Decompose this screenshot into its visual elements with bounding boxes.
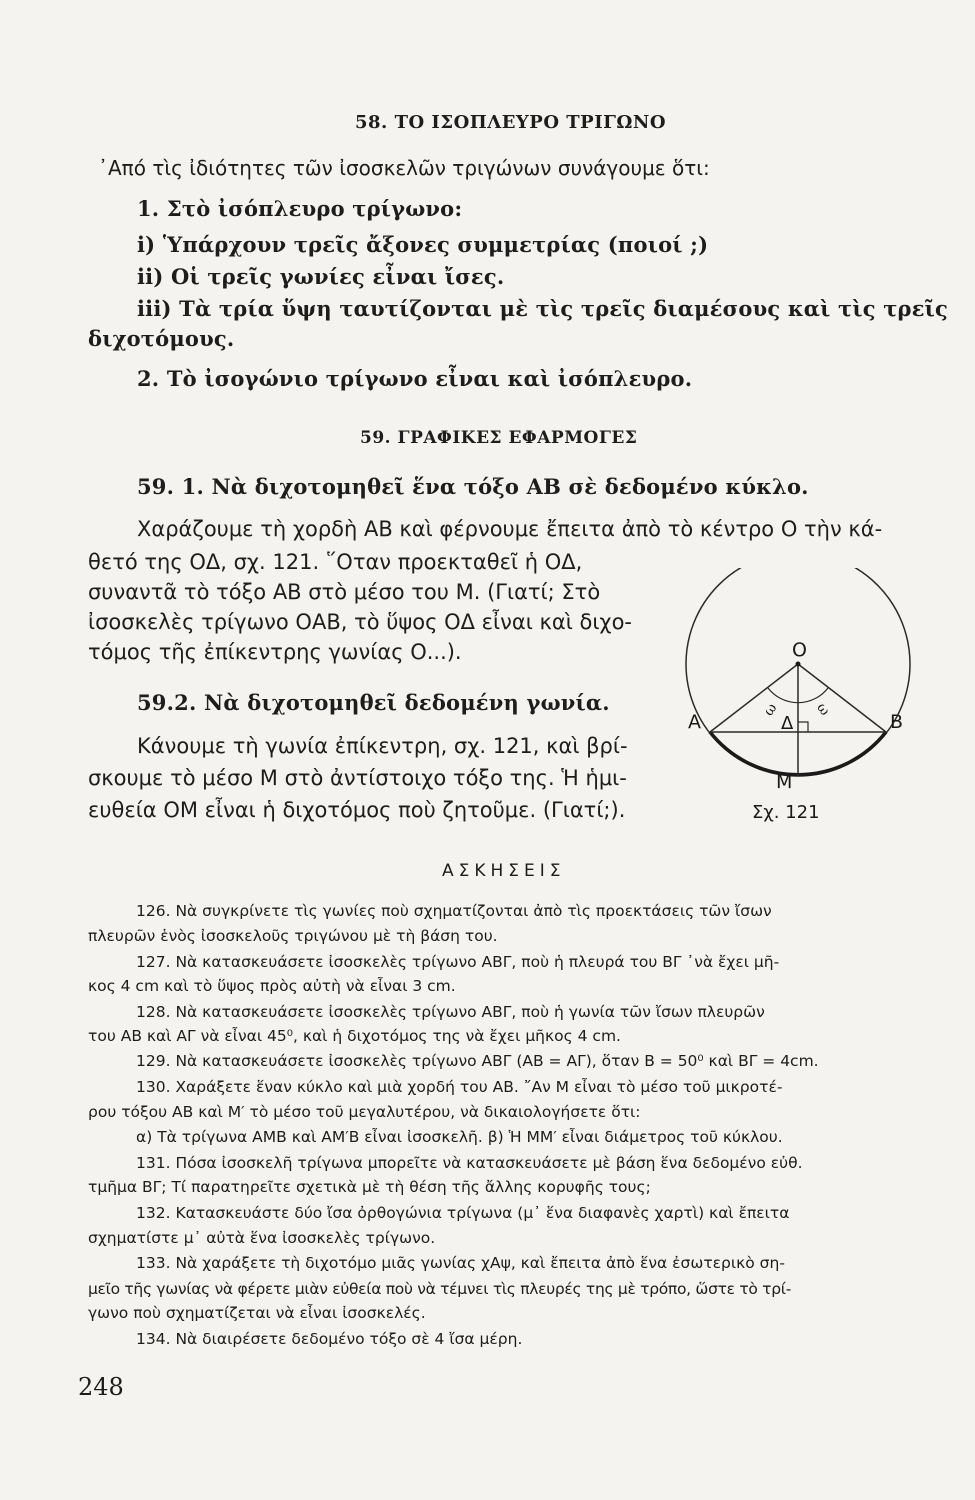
exercise-130-line-1: 130. Χαράξετε ἕναν κύκλο καὶ μιὰ χορδή του ΑΒ. ῎Αν Μ εἶναι τὸ μέσο τοῦ μικροτέ- xyxy=(136,1078,783,1096)
property-1-iii: iii) Τὰ τρία ὕψη ταυτίζονται μὲ τὶς τρεῖς διαμέσους καὶ τὶς τρεῖς xyxy=(137,296,949,321)
exercise-130-line-2: ρου τόξου ΑΒ καὶ Μ′ τὸ μέσο τοῦ μεγαλυτέρου, νὰ δικαιολογήσετε ὅτι: xyxy=(88,1103,641,1121)
para-59-1-line-5: τόμος τῆς ἐπίκεντρης γωνίας Ο...). xyxy=(88,640,462,664)
exercise-134: 134. Νὰ διαιρέσετε δεδομένο τόξο σὲ 4 ἴσα μέρη. xyxy=(136,1330,523,1348)
label-omega-right: ω xyxy=(813,700,833,719)
property-1-i: i) Ὑπάρχουν τρεῖς ἄξονες συμμετρίας (ποιοί ;) xyxy=(137,232,709,257)
para-59-1-line-3: συναντᾶ τὸ τόξο ΑΒ στὸ μέσο του Μ. (Γιατί; Στὸ xyxy=(88,580,601,604)
subsection-59-1-title: 59. 1. Νὰ διχοτομηθεῖ ἕνα τόξο ΑΒ σὲ δεδομένο κύκλο. xyxy=(137,474,809,499)
para-59-2-line-1: Κάνουμε τὴ γωνία ἐπίκεντρη, σχ. 121, καὶ βρί- xyxy=(137,734,628,758)
para-59-2-line-2: σκουμε τὸ μέσο Μ στὸ ἀντίστοιχο τόξο της. Ἡ ἡμι- xyxy=(88,766,627,790)
center-point xyxy=(796,662,801,667)
exercises-heading: ΑΣΚΗΣΕΙΣ xyxy=(442,861,566,881)
para-59-1-line-2: θετό της ΟΔ, σχ. 121. ῞Οταν προεκταθεῖ ἡ ΟΔ, xyxy=(88,550,583,574)
exercise-127-line-1: 127. Νὰ κατασκευάσετε ἰσοσκελὲς τρίγωνο ΑΒΓ, ποὺ ἡ πλευρά του ΒΓ ᾿νὰ ἔχει μῆ- xyxy=(136,953,780,971)
exercise-132-line-2: σχηματίστε μ᾿ αὐτὰ ἕνα ἰσοσκελὲς τρίγωνο. xyxy=(88,1229,436,1247)
exercise-132-line-1: 132. Κατασκευάστε δύο ἴσα ὀρθογώνια τρίγωνα (μ᾿ ἕνα διαφανὲς χαρτὶ) καὶ ἔπειτα xyxy=(136,1204,790,1222)
para-59-1-line-1: Χαράζουμε τὴ χορδὴ ΑΒ καὶ φέρνουμε ἔπειτα ἀπὸ τὸ κέντρο Ο τὴν κά- xyxy=(137,517,883,541)
exercise-128-line-2: του ΑΒ καὶ ΑΓ νὰ εἶναι 45⁰, καὶ ἡ διχοτόμος της νὰ ἔχει μῆκος 4 cm. xyxy=(88,1027,621,1045)
section-58-heading: 58. ΤΟ ΙΣΟΠΛΕΥΡΟ ΤΡΙΓΩΝΟ xyxy=(355,112,667,133)
label-a: Α xyxy=(688,711,701,733)
property-2: 2. Τὸ ἰσογώνιο τρίγωνο εἶναι καὶ ἰσόπλευρο. xyxy=(137,366,693,391)
label-d: Δ xyxy=(781,713,794,734)
exercise-127-line-2: κος 4 cm καὶ τὸ ὕψος πρὸς αὐτὴ νὰ εἶναι 3 cm. xyxy=(88,977,456,995)
exercise-131-line-1: 131. Πόσα ἰσοσκελῆ τρίγωνα μπορεῖτε νὰ κατασκευάσετε μὲ βάση ἕνα δεδομένο εὐθ. xyxy=(136,1154,803,1172)
exercise-126-line-1: 126. Νὰ συγκρίνετε τὶς γωνίες ποὺ σχηματίζονται ἀπὸ τὶς προεκτάσεις τῶν ἴσων xyxy=(136,902,772,920)
para-59-2-line-3: ευθεία ΟΜ εἶναι ἡ διχοτόμος ποὺ ζητοῦμε. (Γιατί;). xyxy=(88,798,626,822)
exercise-133-line-3: γωνο ποὺ σχηματίζεται νὰ εἶναι ἰσοσκελές. xyxy=(88,1304,426,1322)
figure-121 xyxy=(672,568,932,838)
label-m: Μ xyxy=(776,771,793,793)
label-o: Ο xyxy=(792,639,807,661)
property-1-iii-cont: διχοτόμους. xyxy=(88,326,235,351)
label-b: Β xyxy=(890,711,904,733)
right-angle-mark xyxy=(798,722,808,732)
exercise-133-line-1: 133. Νὰ χαράξετε τὴ διχοτόμο μιᾶς γωνίας χΑψ, καὶ ἔπειτα ἀπὸ ἕνα ἐσωτερικὸ ση- xyxy=(136,1254,785,1272)
exercise-131-line-2: τμῆμα ΒΓ; Τί παρατηρεῖτε σχετικὰ μὲ τὴ θέση τῆς ἄλλης κορυφῆς τους; xyxy=(88,1178,651,1196)
exercise-128-line-1: 128. Νὰ κατασκευάσετε ἰσοσκελὲς τρίγωνο ΑΒΓ, ποὺ ἡ γωνία τῶν ἴσων πλευρῶν xyxy=(136,1003,765,1021)
subsection-59-2-title: 59.2. Νὰ διχοτομηθεῖ δεδομένη γωνία. xyxy=(137,690,610,715)
label-omega-left: ω xyxy=(760,700,781,720)
property-1-title: 1. Στὸ ἰσόπλευρο τρίγωνο: xyxy=(137,196,463,221)
page-number: 248 xyxy=(78,1373,124,1401)
exercise-129: 129. Νὰ κατασκευάσετε ἰσοσκελὲς τρίγωνο ΑΒΓ (ΑΒ = ΑΓ), ὅταν Β = 50⁰ καὶ ΒΓ = 4cm. xyxy=(136,1052,819,1070)
para-59-1-line-4: ἰσοσκελὲς τρίγωνο ΟΑΒ, τὸ ὕψος ΟΔ εἶναι καὶ διχο- xyxy=(88,610,632,634)
exercise-130-line-3: α) Τὰ τρίγωνα ΑΜΒ καὶ ΑΜ′Β εἶναι ἰσοσκελῆ. β) Ἡ ΜΜ′ εἶναι διάμετρος τοῦ κύκλου. xyxy=(136,1128,783,1146)
property-1-ii: ii) Οἱ τρεῖς γωνίες εἶναι ἴσες. xyxy=(137,264,505,289)
section-59-heading: 59. ΓΡΑΦΙΚΕΣ ΕΦΑΡΜΟΓΕΣ xyxy=(360,428,638,448)
section-58-intro: ᾿Από τὶς ἰδιότητες τῶν ἰσοσκελῶν τριγώνων συνάγουμε ὅτι: xyxy=(98,156,710,180)
figure-caption: Σχ. 121 xyxy=(752,802,820,823)
exercise-126-line-2: πλευρῶν ἑνὸς ἰσοσκελοῦς τριγώνου μὲ τὴ βάση του. xyxy=(88,927,498,945)
radius-ob xyxy=(798,664,886,732)
exercise-133-line-2: μεῖο τῆς γωνίας νὰ φέρετε μιὰν εὐθεία ποὺ νὰ τέμνει τὶς πλευρές της μὲ τρόπο, ὥστε τὸ τρί- xyxy=(88,1280,791,1298)
